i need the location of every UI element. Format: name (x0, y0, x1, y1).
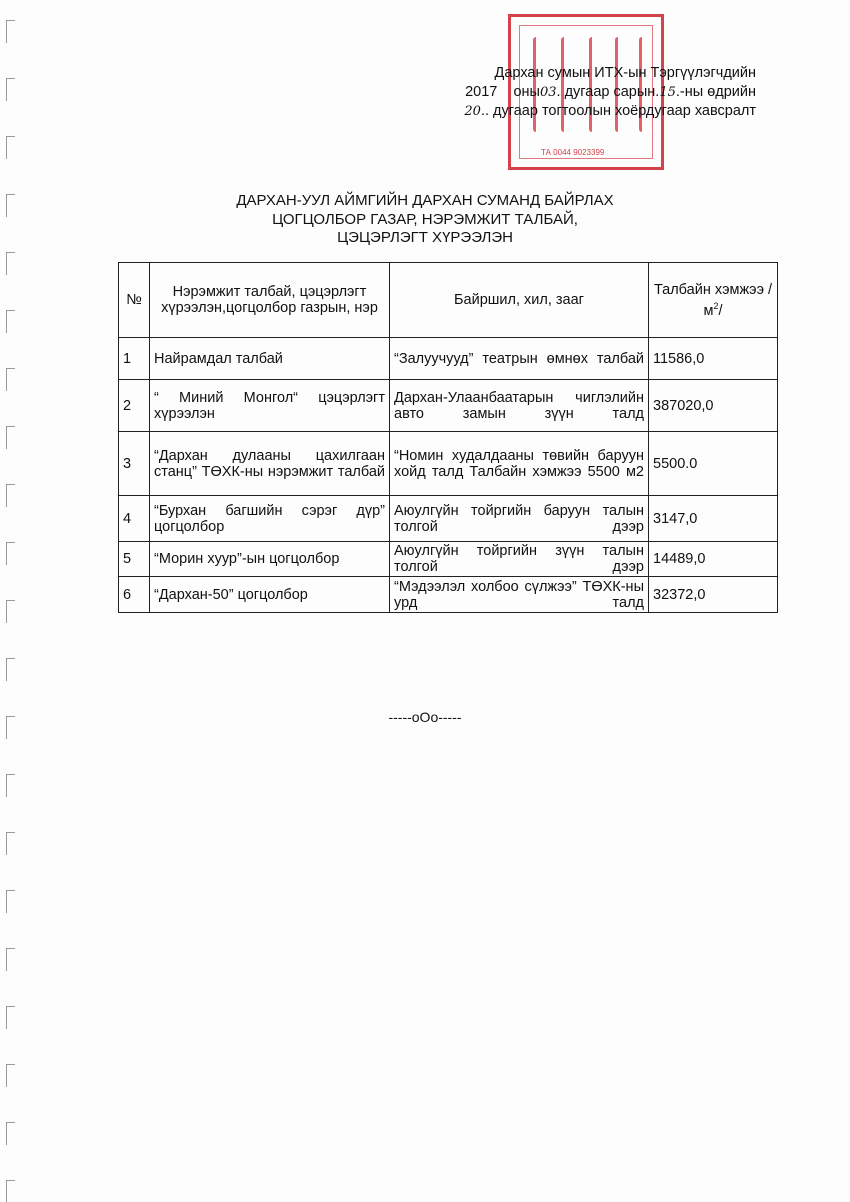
cell-no: 4 (119, 496, 150, 542)
binding-hole (6, 310, 15, 333)
header-line-2: 2017 оны03. дугаар сарын.15.-ны өдрийн (465, 84, 756, 100)
cell-location: Дархан-Улаанбаатарын чиглэлийн авто замын зүүн талд (390, 380, 649, 432)
col-location: Байршил, хил, зааг (390, 263, 649, 338)
cell-location: “Номин худалдааны төвийн баруун хойд талд Талбайн хэмжээ 5500 м2 (390, 432, 649, 496)
col-area: Талбайн хэмжээ $/м^2/$ (649, 263, 778, 338)
cell-area: 3147,0 (649, 496, 778, 542)
cell-location: Аюулгүйн тойргийн баруун талын толгой дээр (390, 496, 649, 542)
table-row (119, 577, 778, 613)
cell-no: 2 (119, 380, 150, 432)
binding-hole (6, 774, 15, 797)
binding-hole (6, 78, 15, 101)
binding-hole (6, 542, 15, 565)
binding-hole (6, 948, 15, 971)
cell-area: 387020,0 (649, 380, 778, 432)
binding-hole (6, 1064, 15, 1087)
binding-hole (6, 832, 15, 855)
cell-no: 1 (119, 338, 150, 380)
appendix-header (464, 64, 756, 121)
sites-table (118, 262, 778, 613)
cell-name: “ Миний Монгол“ цэцэрлэгт хүрээлэн (150, 380, 390, 432)
binding-hole (6, 1006, 15, 1029)
cell-name: Найрамдал талбай (150, 338, 390, 380)
table-row (119, 496, 778, 542)
cell-name: “Дархан-50” цогцолбор (150, 577, 390, 613)
binding-hole (6, 890, 15, 913)
cell-location: “Залуучууд” театрын өмнөх талбай (390, 338, 649, 380)
document-title: ДАРХАН-УУЛ АЙМГИЙН ДАРХАН СУМАНД БАЙРЛАХ ЦОГЦОЛБОР ГАЗАР, НЭРЭМЖИТ ТАЛБАЙ, ЦЭЦЭРЛЭГТ ХҮРЭЭЛЭН (236, 192, 614, 246)
end-mark: -----oOo----- (388, 709, 462, 725)
cell-area: 14489,0 (649, 542, 778, 577)
header-line-3: 20.. дугаар тогтоолын хоёрдугаар хавсралт (464, 103, 756, 119)
cell-name: “Дархан дулааны цахилгаан станц” ТӨХК-ны нэрэмжит талбай (150, 432, 390, 496)
binding-hole (6, 368, 15, 391)
binding-hole (6, 252, 15, 275)
binding-hole (6, 484, 15, 507)
cell-location: Аюулгүйн тойргийн зүүн талын толгой дээр (390, 542, 649, 577)
binding-hole (6, 1122, 15, 1145)
binding-hole (6, 136, 15, 159)
binding-hole (6, 658, 15, 681)
binding-hole (6, 1180, 15, 1202)
cell-area: 11586,0 (649, 338, 778, 380)
cell-area: 32372,0 (649, 577, 778, 613)
cell-no: 6 (119, 577, 150, 613)
table-row (119, 432, 778, 496)
table-header-row (119, 263, 778, 338)
table-row (119, 380, 778, 432)
cell-location: “Мэдээлэл холбоо сүлжээ” ТӨХК-ны урд талд (390, 577, 649, 613)
cell-no: 3 (119, 432, 150, 496)
table-row (119, 338, 778, 380)
binding-hole (6, 426, 15, 449)
cell-area: 5500.0 (649, 432, 778, 496)
binding-hole (6, 600, 15, 623)
cell-name: “Морин хуур”-ын цогцолбор (150, 542, 390, 577)
binding-holes (0, 0, 30, 1202)
cell-no: 5 (119, 542, 150, 577)
col-no: № (119, 263, 150, 338)
col-name: Нэрэмжит талбай, цэцэрлэгт хүрээлэн,цогцолбор газрын, нэр (150, 263, 390, 338)
binding-hole (6, 20, 15, 43)
header-line-1: Дархан сумын ИТХ-ын Тэргүүлэгчдийн (494, 65, 756, 81)
stamp-phone: ТА 0044 9023399 (541, 148, 605, 157)
cell-name: “Бурхан багшийн сэрэг дүр” цогцолбор (150, 496, 390, 542)
table-row (119, 542, 778, 577)
